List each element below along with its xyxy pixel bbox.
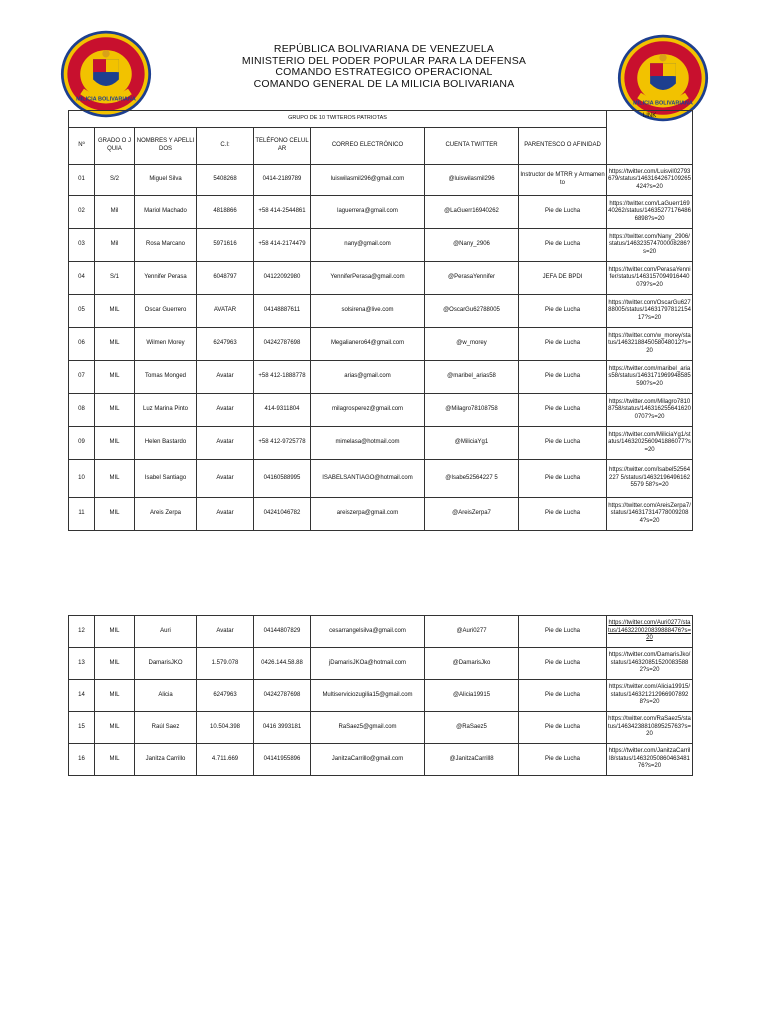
cell-link[interactable]: https://twitter.com/JanitzaCarrill8/status/1463205086046348176?s=20: [607, 744, 693, 776]
cell-number: 04: [69, 262, 95, 295]
cell-link[interactable]: https://twitter.com/Nany_2906/status/146323574700008286?s=20: [607, 229, 693, 262]
table-row: [69, 616, 693, 648]
cell-relationship: Pie de Lucha: [519, 460, 607, 498]
cell-phone: 04144807829: [254, 616, 311, 648]
cell-rank: Mil: [95, 229, 135, 262]
cell-name: Isabel Santiago: [135, 460, 197, 498]
cell-ci: Avatar: [197, 498, 254, 531]
cell-rank: MIL: [95, 712, 135, 744]
cell-twitter: @Isabe52564227 5: [425, 460, 519, 498]
cell-link[interactable]: https://twitter.com/RaSaez5/status/1463423881089525763?s=20: [607, 712, 693, 744]
column-header-email: CORREO ELECTRÓNICO: [311, 128, 425, 165]
cell-ci: Avatar: [197, 361, 254, 394]
column-header-ci: C.I:: [197, 128, 254, 165]
cell-ci: 4818866: [197, 196, 254, 229]
cell-number: 09: [69, 427, 95, 460]
cell-rank: MIL: [95, 295, 135, 328]
cell-number: 03: [69, 229, 95, 262]
cell-phone: +58 414-2544861: [254, 196, 311, 229]
cell-ci: 6247963: [197, 680, 254, 712]
table-row: [69, 262, 693, 295]
cell-email: JanitzaCarrillo@gmail.com: [311, 744, 425, 776]
cell-number: 05: [69, 295, 95, 328]
cell-phone: 414-9311804: [254, 394, 311, 427]
cell-name: Luz Marina Pinto: [135, 394, 197, 427]
cell-number: 01: [69, 165, 95, 196]
cell-number: 02: [69, 196, 95, 229]
header-line-ministry: MINISTERIO DEL PODER POPULAR PARA LA DEFENSA: [241, 54, 527, 67]
column-header-relationship: PARENTESCO O AFINIDAD: [519, 128, 607, 165]
cell-link[interactable]: https://twitter.com/maribel_arias58/status/1463171969948585590?s=20: [607, 361, 693, 394]
cell-name: Mariol Machado: [135, 196, 197, 229]
cell-twitter: @Alicia19915: [425, 680, 519, 712]
column-header-phone: TELÉFONO CELULAR: [254, 128, 311, 165]
cell-email: milagrosperez@gmail.com: [311, 394, 425, 427]
cell-email: arias@gmail.com: [311, 361, 425, 394]
cell-phone: 04122092980: [254, 262, 311, 295]
cell-ci: Avatar: [197, 616, 254, 648]
cell-email: jDamarisJKOa@hotmail.com: [311, 648, 425, 680]
cell-twitter: @maribel_arias58: [425, 361, 519, 394]
cell-ci: 4.711.669: [197, 744, 254, 776]
cell-relationship: Pie de Lucha: [519, 394, 607, 427]
cell-ci: 1.579.078: [197, 648, 254, 680]
twitter-group-table-continued: [68, 615, 693, 776]
cell-link[interactable]: https://twitter.com/Auri0277/status/1463220020839888476?s=20: [607, 616, 693, 648]
cell-ci: 5408268: [197, 165, 254, 196]
header-line-republic: REPÚBLICA BOLIVARIANA DE VENEZUELA: [273, 43, 495, 55]
table-row: [69, 196, 693, 229]
table-row: [69, 427, 693, 460]
cell-number: 12: [69, 616, 95, 648]
cell-phone: 04148887611: [254, 295, 311, 328]
group-title: GRUPO DE 10 TWITEROS PATRIOTAS: [69, 111, 607, 128]
cell-twitter: @RaSaez5: [425, 712, 519, 744]
cell-number: 10: [69, 460, 95, 498]
cell-number: 11: [69, 498, 95, 531]
cell-twitter: @AreisZerpa7: [425, 498, 519, 531]
column-header-rank: GRADO O JQUIA: [95, 128, 135, 165]
cell-name: Miguel Silva: [135, 165, 197, 196]
cell-relationship: JEFA DE BPDI: [519, 262, 607, 295]
cell-relationship: Pie de Lucha: [519, 229, 607, 262]
cell-email: solsirena@live.com: [311, 295, 425, 328]
cell-email: Multiserviciozugilia15@gmail.com: [311, 680, 425, 712]
cell-twitter: @DamarisJko: [425, 648, 519, 680]
cell-relationship: Pie de Lucha: [519, 295, 607, 328]
cell-phone: 04160588995: [254, 460, 311, 498]
cell-rank: S/2: [95, 165, 135, 196]
cell-ci: 6247963: [197, 328, 254, 361]
cell-ci: AVATAR: [197, 295, 254, 328]
milicia-seal-left: [60, 28, 152, 120]
cell-twitter: @LaGuerr16940262: [425, 196, 519, 229]
cell-link[interactable]: https://twitter.com/w_morey/status/1463218845058048012?s=20: [607, 328, 693, 361]
cell-relationship: Pie de Lucha: [519, 328, 607, 361]
cell-rank: S/1: [95, 262, 135, 295]
cell-rank: MIL: [95, 680, 135, 712]
cell-rank: MIL: [95, 744, 135, 776]
cell-name: Auri: [135, 616, 197, 648]
cell-phone: 04141955896: [254, 744, 311, 776]
table-row: [69, 229, 693, 262]
table-row: [69, 712, 693, 744]
cell-relationship: Pie de Lucha: [519, 680, 607, 712]
cell-relationship: Pie de Lucha: [519, 648, 607, 680]
cell-relationship: Pie de Lucha: [519, 427, 607, 460]
svg-text:MILICIA BOLIVARIANA: MILICIA BOLIVARIANA: [633, 100, 693, 107]
cell-name: Tomas Monged: [135, 361, 197, 394]
column-header-link: LINK: [607, 111, 693, 165]
cell-name: DamarisJKO: [135, 648, 197, 680]
cell-link[interactable]: https://twitter.com/Milagro78108758/status/1463162556416200707?s=20: [607, 394, 693, 427]
header-line-command: COMANDO ESTRATEGICO OPERACIONAL: [275, 66, 493, 79]
cell-name: Yennifer Perasa: [135, 262, 197, 295]
table-row: [69, 498, 693, 531]
cell-link[interactable]: https://twitter.com/DamarisJko/status/1463208515200835882?s=20: [607, 648, 693, 680]
cell-email: nany@gmail.com: [311, 229, 425, 262]
cell-link[interactable]: https://twitter.com/Isabel52564227 5/status/146321964961625579 58?s=20: [607, 460, 693, 498]
cell-twitter: @w_morey: [425, 328, 519, 361]
cell-rank: MIL: [95, 616, 135, 648]
cell-twitter: @MiliciaYg1: [425, 427, 519, 460]
column-header-twitter: CUENTA TWITTER: [425, 128, 519, 165]
table-row: [69, 295, 693, 328]
table-row: [69, 460, 693, 498]
cell-phone: 04242787698: [254, 328, 311, 361]
table-row: [69, 361, 693, 394]
cell-rank: MIL: [95, 648, 135, 680]
cell-number: 06: [69, 328, 95, 361]
cell-name: Areis Zerpa: [135, 498, 197, 531]
cell-ci: Avatar: [197, 460, 254, 498]
cell-ci: Avatar: [197, 394, 254, 427]
cell-phone: 0416 3993181: [254, 712, 311, 744]
cell-name: Wilmen Morey: [135, 328, 197, 361]
cell-phone: 04241046782: [254, 498, 311, 531]
cell-ci: Avatar: [197, 427, 254, 460]
cell-relationship: Pie de Lucha: [519, 361, 607, 394]
cell-name: Alicia: [135, 680, 197, 712]
cell-rank: MIL: [95, 328, 135, 361]
cell-email: cesarrangelsilva@gmail.com: [311, 616, 425, 648]
cell-number: 07: [69, 361, 95, 394]
table-row: [69, 165, 693, 196]
cell-relationship: Instructor de MTRR y Armamento: [519, 165, 607, 196]
cell-twitter: @luiswilasmil296: [425, 165, 519, 196]
cell-twitter: @Milagro78108758: [425, 394, 519, 427]
cell-email: YenniferPerasa@gmail.com: [311, 262, 425, 295]
cell-email: areiszerpa@gmail.com: [311, 498, 425, 531]
cell-relationship: Pie de Lucha: [519, 498, 607, 531]
twitter-group-table: [68, 110, 693, 531]
cell-name: Janitza Carrillo: [135, 744, 197, 776]
cell-rank: Mil: [95, 196, 135, 229]
cell-name: Oscar Guerrero: [135, 295, 197, 328]
cell-relationship: Pie de Lucha: [519, 616, 607, 648]
cell-email: Megalianero64@gmail.com: [311, 328, 425, 361]
cell-relationship: Pie de Lucha: [519, 196, 607, 229]
cell-link[interactable]: https://twitter.com/OscarGu62788005/status/1463179781215417?s=20: [607, 295, 693, 328]
table-row: [69, 648, 693, 680]
cell-rank: MIL: [95, 361, 135, 394]
cell-number: 13: [69, 648, 95, 680]
cell-link[interactable]: https://twitter.com/PerasaYennifer/status/1463157094916440079?s=20: [607, 262, 693, 295]
cell-number: 15: [69, 712, 95, 744]
column-header-number: Nº: [69, 128, 95, 165]
table-row: [69, 744, 693, 776]
cell-phone: +58 412-9725778: [254, 427, 311, 460]
cell-twitter: @JanitzaCarrill8: [425, 744, 519, 776]
table-row: [69, 328, 693, 361]
cell-ci: 5971616: [197, 229, 254, 262]
table-row: [69, 394, 693, 427]
cell-phone: +58 414-2174479: [254, 229, 311, 262]
cell-ci: 10.504.398: [197, 712, 254, 744]
cell-phone: 0426.144.58.88: [254, 648, 311, 680]
document-header: [200, 44, 568, 90]
cell-email: luiswilasmil296@gmail.com: [311, 165, 425, 196]
cell-name: Raúl Saez: [135, 712, 197, 744]
cell-link[interactable]: https://twitter.com/Alicia19915/status/146321212966907892 8?s=20: [607, 680, 693, 712]
column-header-names: NOMBRES Y APELLIDOS: [135, 128, 197, 165]
cell-number: 14: [69, 680, 95, 712]
cell-rank: MIL: [95, 498, 135, 531]
cell-twitter: @OscarGu62788005: [425, 295, 519, 328]
cell-name: Rosa Marcano: [135, 229, 197, 262]
cell-twitter: @Auri0277: [425, 616, 519, 648]
cell-twitter: @PerasaYennifer: [425, 262, 519, 295]
cell-rank: MIL: [95, 394, 135, 427]
cell-link[interactable]: https://twitter.com/AreisZerpa7/status/1463173147780092084?s=20: [607, 498, 693, 531]
cell-link[interactable]: https://twitter.com/MiliciaYg1/status/1463202560941886077?s=20: [607, 427, 693, 460]
cell-name: Helen Bastardo: [135, 427, 197, 460]
cell-email: mimelasa@hotmail.com: [311, 427, 425, 460]
cell-email: RaSaez5@gmail.com: [311, 712, 425, 744]
cell-phone: 0414-2189789: [254, 165, 311, 196]
cell-number: 16: [69, 744, 95, 776]
cell-ci: 6048797: [197, 262, 254, 295]
cell-number: 08: [69, 394, 95, 427]
table-header-row: [69, 128, 693, 165]
cell-twitter: @Nany_2906: [425, 229, 519, 262]
cell-link[interactable]: https://twitter.com/Luisvil02793679/status/1463164267109265424?s=20: [607, 165, 693, 196]
cell-relationship: Pie de Lucha: [519, 744, 607, 776]
svg-text:MILICIA BOLIVARIANA: MILICIA BOLIVARIANA: [76, 96, 136, 103]
cell-relationship: Pie de Lucha: [519, 712, 607, 744]
cell-email: ISABELSANTIAGO@hotmail.com: [311, 460, 425, 498]
header-line-militia: COMANDO GENERAL DE LA MILICIA BOLIVARIANA: [253, 77, 515, 90]
cell-email: laguerrera@gmail.com: [311, 196, 425, 229]
cell-rank: MIL: [95, 460, 135, 498]
cell-phone: +58 412-1888778: [254, 361, 311, 394]
cell-link[interactable]: https://twitter.com/LaGuerr16940262/status/146352771764866898?s=20: [607, 196, 693, 229]
table-row: [69, 680, 693, 712]
cell-phone: 04242787698: [254, 680, 311, 712]
cell-rank: MIL: [95, 427, 135, 460]
